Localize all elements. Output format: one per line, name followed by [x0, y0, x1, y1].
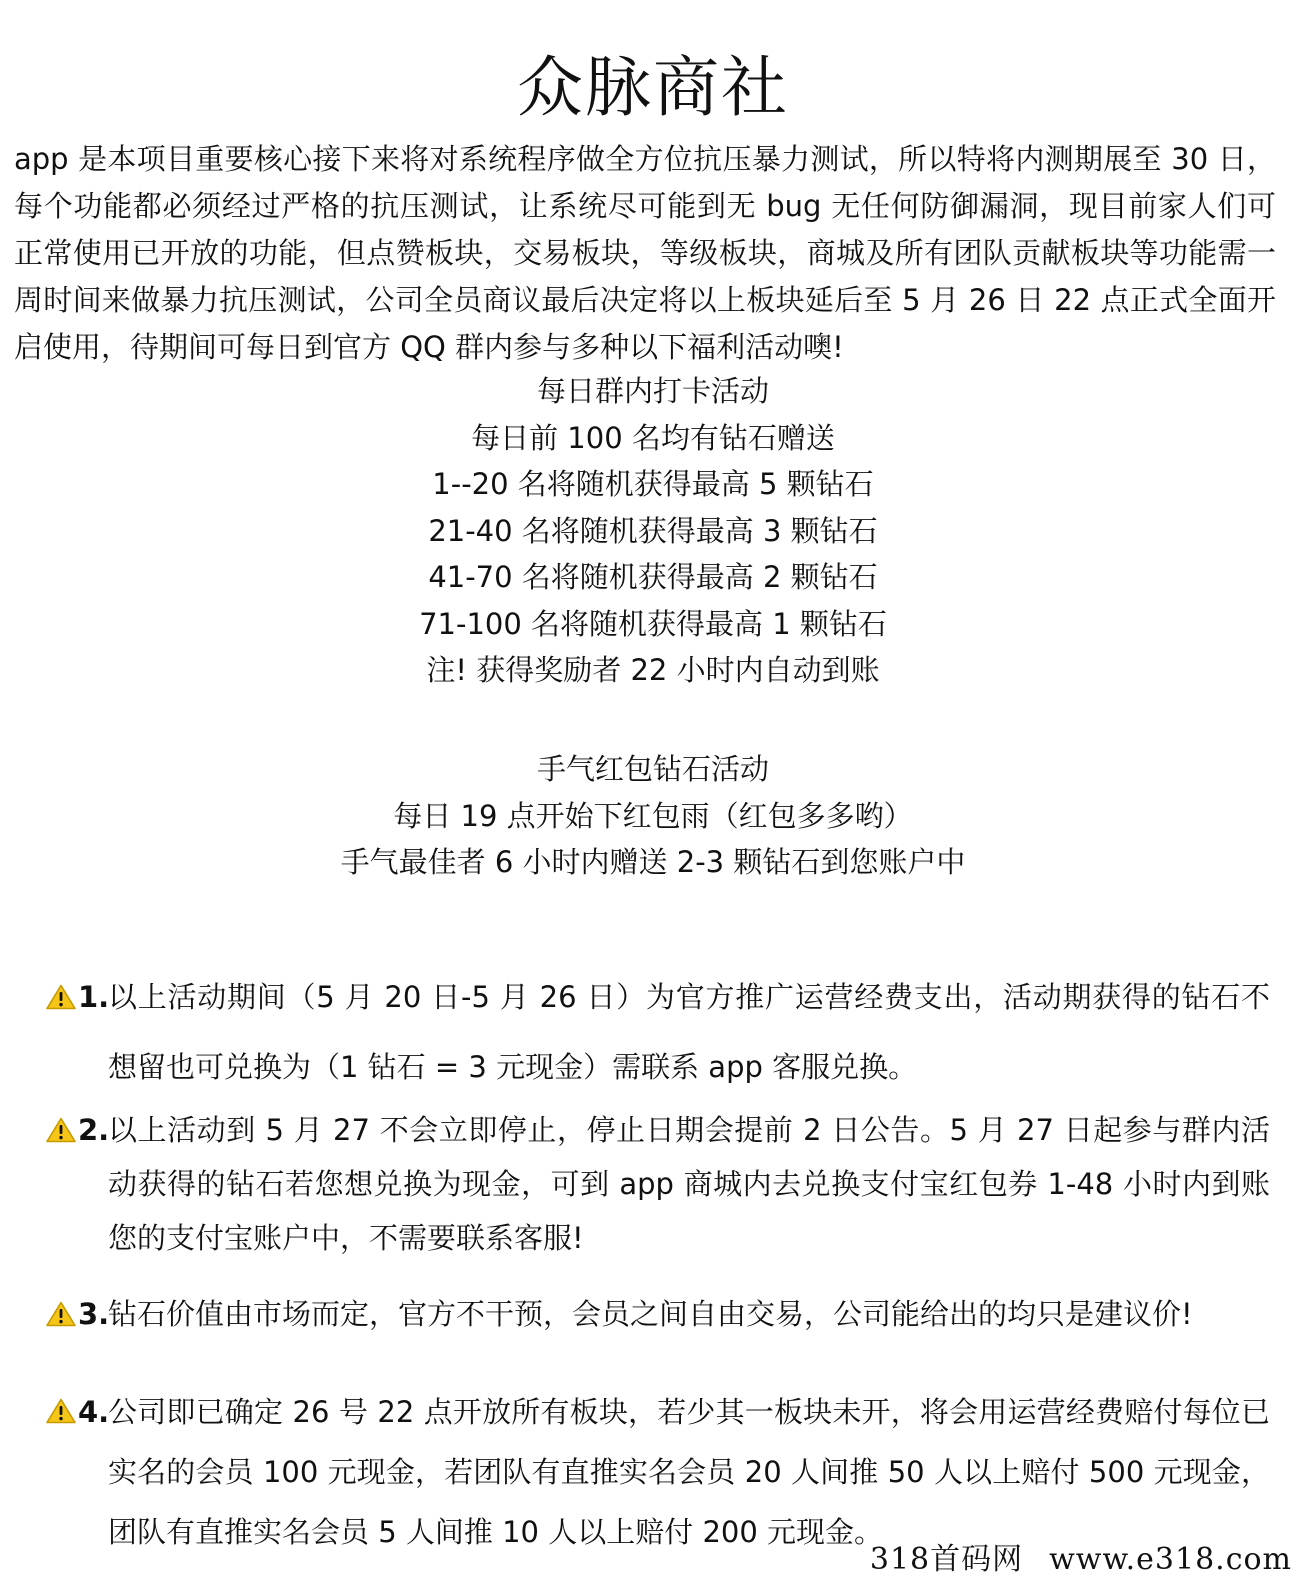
warning-icon	[46, 1117, 76, 1143]
warning-icon	[46, 1398, 76, 1424]
notice-number: 2.	[78, 1113, 110, 1147]
notice-text: 以上活动期间（5 月 20 日-5 月 26 日）为官方推广运营经费支出，活动期获得的钻石不想留也可兑换为（1 钻石 = 3 元现金）需联系 app 客服兑换。	[108, 980, 1270, 1084]
watermark	[870, 1534, 1292, 1578]
notice-number: 3.	[78, 1297, 110, 1331]
notice-text: 公司即已确定 26 号 22 点开放所有板块，若少其一板块未开，将会用运营经费赔付每位已实名的会员 100 元现金，若团队有直推实名会员 20 人间推 50 人以上赔付 500 元现金，团队有直推实名会员 5 人间推 10 人以上赔付 200 元现金。	[108, 1395, 1270, 1549]
intro-paragraph: app 是本项目重要核心接下来将对系统程序做全方位抗压暴力测试，所以特将内测期展至 30 日，每个功能都必须经过严格的抗压测试，让系统尽可能到无 bug 无任何防御漏洞，现目前家人们可正常使用已开放的功能，但点赞板块，交易板块，等级板块，商城及所有团队贡献板块等功能需一周时间来做暴力抗压测试，公司全员商议最后决定将以上板块延后至 5 月 26 日 22 点正式全面开启使用，待期间可每日到官方 QQ 群内参与多种以下福利活动噢!	[14, 142, 1276, 364]
notice-text: 钻石价值由市场而定，官方不干预，会员之间自由交易，公司能给出的均只是建议价!	[108, 1297, 1193, 1331]
checkin-activity-section	[0, 368, 1306, 694]
notice-item-2	[46, 1103, 1270, 1265]
redpacket-line: 每日 19 点开始下红包雨（红包多多哟）	[393, 798, 913, 833]
watermark-site-name: 318首码网	[869, 1542, 1024, 1577]
notice-text: 以上活动到 5 月 27 不会立即停止，停止日期会提前 2 日公告。5 月 27 日起参与群内活动获得的钻石若您想兑换为现金，可到 app 商城内去兑换支付宝红包券 1-48 小时内到账您的支付宝账户中，不需要联系客服!	[108, 1113, 1270, 1255]
checkin-line: 1--20 名将随机获得最高 5 颗钻石	[432, 467, 874, 501]
redpacket-heading: 手气红包钻石活动	[536, 752, 769, 786]
checkin-line: 每日前 100 名均有钻石赠送	[471, 420, 835, 455]
warning-icon	[46, 1301, 76, 1327]
notice-number: 1.	[78, 980, 110, 1014]
watermark-url: www.e318.com	[1049, 1542, 1292, 1577]
redpacket-line: 手气最佳者 6 小时内赠送 2-3 颗钻石到您账户中	[340, 845, 966, 879]
warning-icon	[46, 984, 76, 1010]
page-title: 众脉商社	[517, 49, 789, 126]
checkin-heading: 每日群内打卡活动	[536, 374, 769, 408]
checkin-line: 71-100 名将随机获得最高 1 颗钻石	[419, 606, 887, 641]
notice-number: 4.	[78, 1395, 110, 1429]
checkin-line: 41-70 名将随机获得最高 2 颗钻石	[428, 560, 878, 594]
notice-item-3	[46, 1287, 1270, 1341]
redpacket-activity-section	[0, 746, 1306, 886]
notice-item-1	[46, 962, 1270, 1102]
checkin-line: 21-40 名将随机获得最高 3 颗钻石	[428, 513, 878, 548]
checkin-note: 注! 获得奖励者 22 小时内自动到账	[426, 653, 880, 687]
